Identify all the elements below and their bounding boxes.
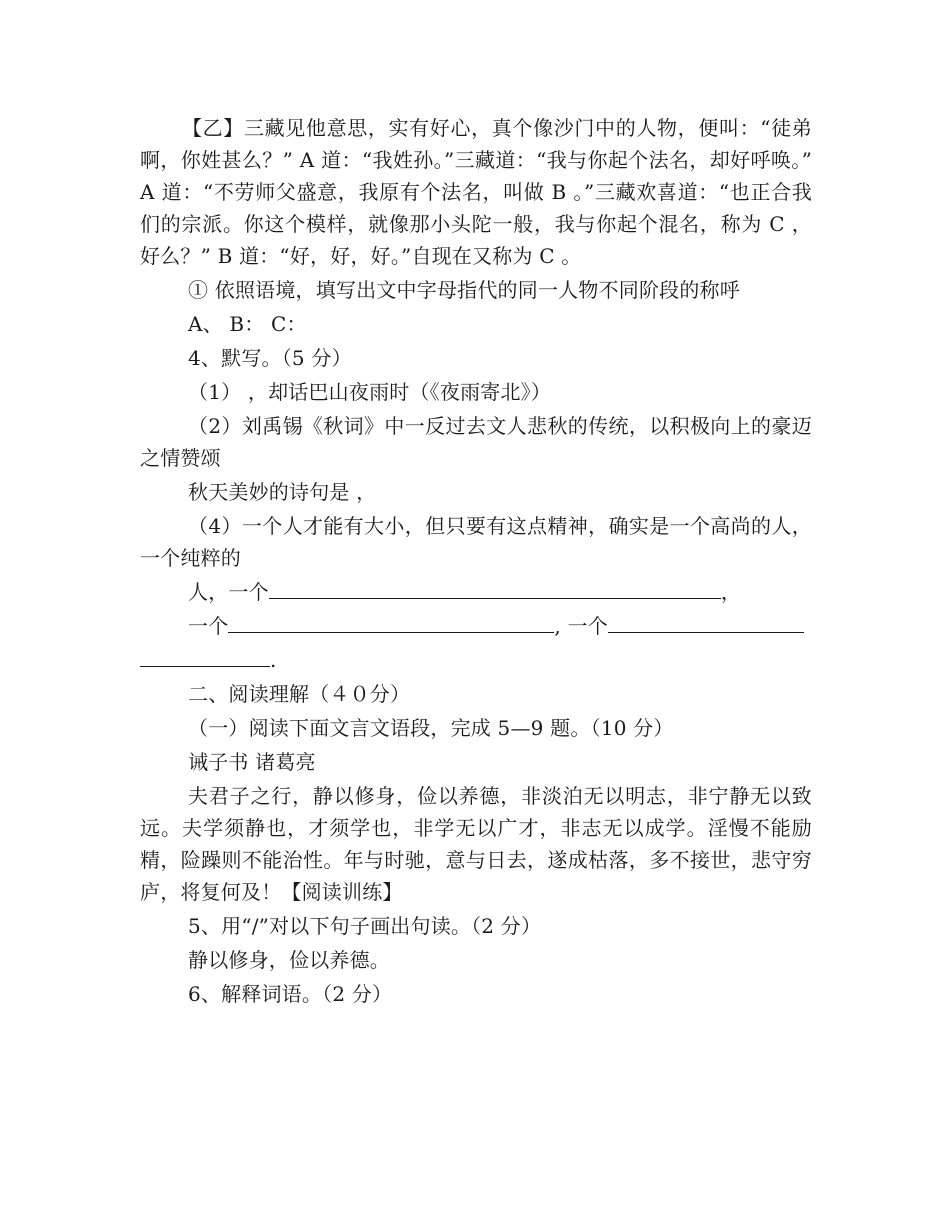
question-3-answer-labels: A、 B： C：	[188, 312, 307, 336]
passage-yi: 【乙】三藏见他意思，实有好心，真个像沙门中的人物，便叫：“徒弟啊，你姓甚么？” A 道：“我姓孙。”三藏道：“我与你起个法名，却好呼唤。” A 道：“不劳师父盛意，我原有个法名，叫做 B 。”三藏欢喜道：“也正合我们的宗派。你这个模样，就像那小头陀一般，我与你起个混名，称为 C ，好么？” B 道：“好，好，好。”自现在又称为 C 。	[140, 116, 812, 268]
section-2-title: 二、阅读理解（４０分）	[188, 682, 411, 706]
question-4-fill-line-3	[140, 644, 812, 676]
question-4-fill-line-1	[140, 576, 812, 608]
answer-blank-2[interactable]	[228, 610, 554, 633]
section-2-part-1: （一）阅读下面文言文语段，完成 5—9 题。（10 分）	[188, 716, 674, 740]
fill-line-2-prefix: 一个	[188, 614, 229, 638]
question-4-title: 4、默写。（5 分）	[188, 346, 352, 370]
answer-blank-1[interactable]	[269, 576, 721, 599]
fill-line-1-prefix: 人，一个	[188, 580, 269, 604]
question-4-item-4: （4）一个人才能有大小，但只要有这点精神，确实是一个高尚的人，一个纯粹的	[140, 514, 812, 570]
answer-blank-3-continued[interactable]	[140, 644, 270, 667]
fill-line-3-suffix: .	[270, 648, 277, 672]
question-6: 6、解释词语。（2 分）	[188, 982, 393, 1006]
question-5: 5、用“/”对以下句子画出句读。（2 分）	[188, 914, 542, 938]
question-4-item-2: （2）刘禹锡《秋词》中一反过去文人悲秋的传统，以积极向上的豪迈之情赞颂	[140, 414, 812, 470]
question-3-instruction: ① 依照语境，填写出文中字母指代的同一人物不同阶段的称呼	[188, 278, 740, 302]
question-5-sentence: 静以修身，俭以养德。	[188, 948, 390, 972]
question-4-fill-line-2	[140, 610, 812, 642]
answer-blank-3[interactable]	[608, 610, 804, 633]
fill-line-2-middle: , 一个	[554, 614, 608, 638]
question-4-item-1: （1） ，却话巴山夜雨时（《夜雨寄北》）	[188, 380, 552, 404]
classical-text-title: 诫子书 诸葛亮	[188, 750, 316, 774]
fill-line-1-suffix: ，	[720, 580, 742, 604]
document-content	[140, 112, 812, 1012]
question-4-item-2-continued: 秋天美妙的诗句是 ，	[188, 480, 377, 504]
classical-text: 夫君子之行，静以修身，俭以养德，非淡泊无以明志，非宁静无以致远。夫学须静也，才须学也，非学无以广才，非志无以成学。淫慢不能励精，险躁则不能治性。年与时驰，意与日去，遂成枯落，多不接世，悲守穷庐，将复何及！【阅读训练】	[140, 784, 812, 904]
